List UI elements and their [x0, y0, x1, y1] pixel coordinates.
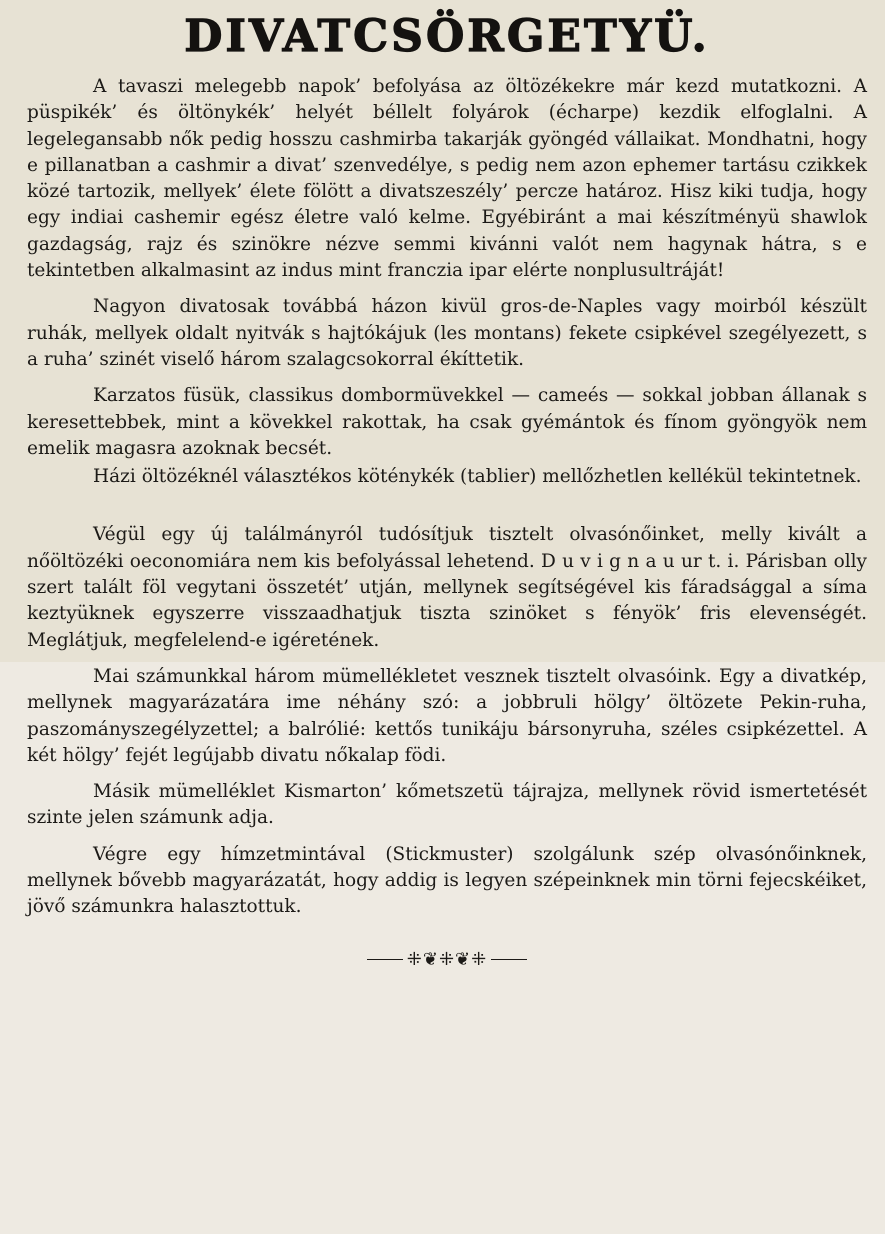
page-title: DIVATCSÖRGETYÜ.	[184, 11, 710, 62]
ornament-glyph: ⁜❦⁜❦⁜	[406, 948, 488, 970]
paragraph-6: Mai számunkkal három mümellékletet vesznek tisztelt olvasóink. Egy a divatkép, mellynek magyarázatára ime néhány szó: a jobbruli hölgy’ öltözete Pekin-ruha, paszományszegélyzettel; a balrólié: kettős tunikáju bársonyruha, széles csipkézettel. A két hölgy’ fejét legújabb divatu nőkalap födi.	[27, 665, 867, 766]
ornament-line-left	[367, 959, 403, 960]
paragraph-8: Végre egy hímzetmintával (Stickmuster) szolgálunk szép olvasónőinknek, mellynek bővebb magyarázatát, hogy addig is legyen szépeinknek min törni fejecskéiket, jövő számunkra halasztottuk.	[27, 843, 867, 918]
paragraph-7: Másik mümelléklet Kismarton’ kőmetszetü tájrajza, mellynek rövid ismertetését szinte jelen számunk adja.	[27, 781, 867, 829]
paragraph-1: A tavaszi melegebb napok’ befolyása az öltözékekre már kezd mutatkozni. A püspikék’ és öltönykék’ helyét béllelt folyárok (écharpe) kezdik elfoglalni. A legelegansabb nők pedig hosszu cashmirba takarják gyöngéd vállaikat. Mondhatni, hogy e pillanatban a cashmir a divat’ szenvedélye, s pedig nem azon ephemer tartásu czikkek közé tartozik, mellyek’ élete fölött a divatszeszély’ percze határoz. Hisz kiki tudja, hogy egy indiai cashemir egész életre való kelme. Egyébiránt a mai készítményü shawlok gazdagság, rajz és szinökre nézve semmi kivánni valót nem hagynak hátra, s e tekintetben alkalmasint az indus mint franczia ipar elérte nonplusultráját!	[27, 76, 867, 282]
paragraph-3: Karzatos füsük, classikus dombormüvekkel — cameés — sokkal jobban állanak s keresettebbek, mint a kövekkel rakottak, ha csak gyémántok és fínom gyöngyök nem emelik magasra azoknak becsét.	[27, 385, 867, 459]
paragraph-2: Nagyon divatosak továbbá házon kivül gros-de-Naples vagy moirból készült ruhák, mellyek oldalt nyitvák s hajtókájuk (les montans) fekete csipkével szegélyezett, s a ruha’ szinét viselő három szalagcsokorral ékíttetik.	[27, 296, 867, 370]
ornament-divider	[27, 947, 867, 973]
paragraph-4: Házi öltözéknél választékos köténykék (tablier) mellőzhetlen kellékül tekintetnek.	[93, 466, 862, 488]
ornament-line-right	[491, 959, 527, 960]
article-body	[27, 74, 867, 973]
paragraph-5: Végül egy új találmányról tudósítjuk tisztelt olvasónőinket, melly kivált a nőöltözéki oeconomiára nem kis befolyással lehetend. D u v i g n a u ur t. i. Párisban olly szert talált föl vegytani összetét’ utján, mellynek segítségével kis fáradsággal a síma keztyüknek egyszerre visszaadhatjuk tiszta szinöket s fényök’ fris elevenségét. Meglátjuk, megfelelend-e igéretének.	[27, 524, 867, 651]
